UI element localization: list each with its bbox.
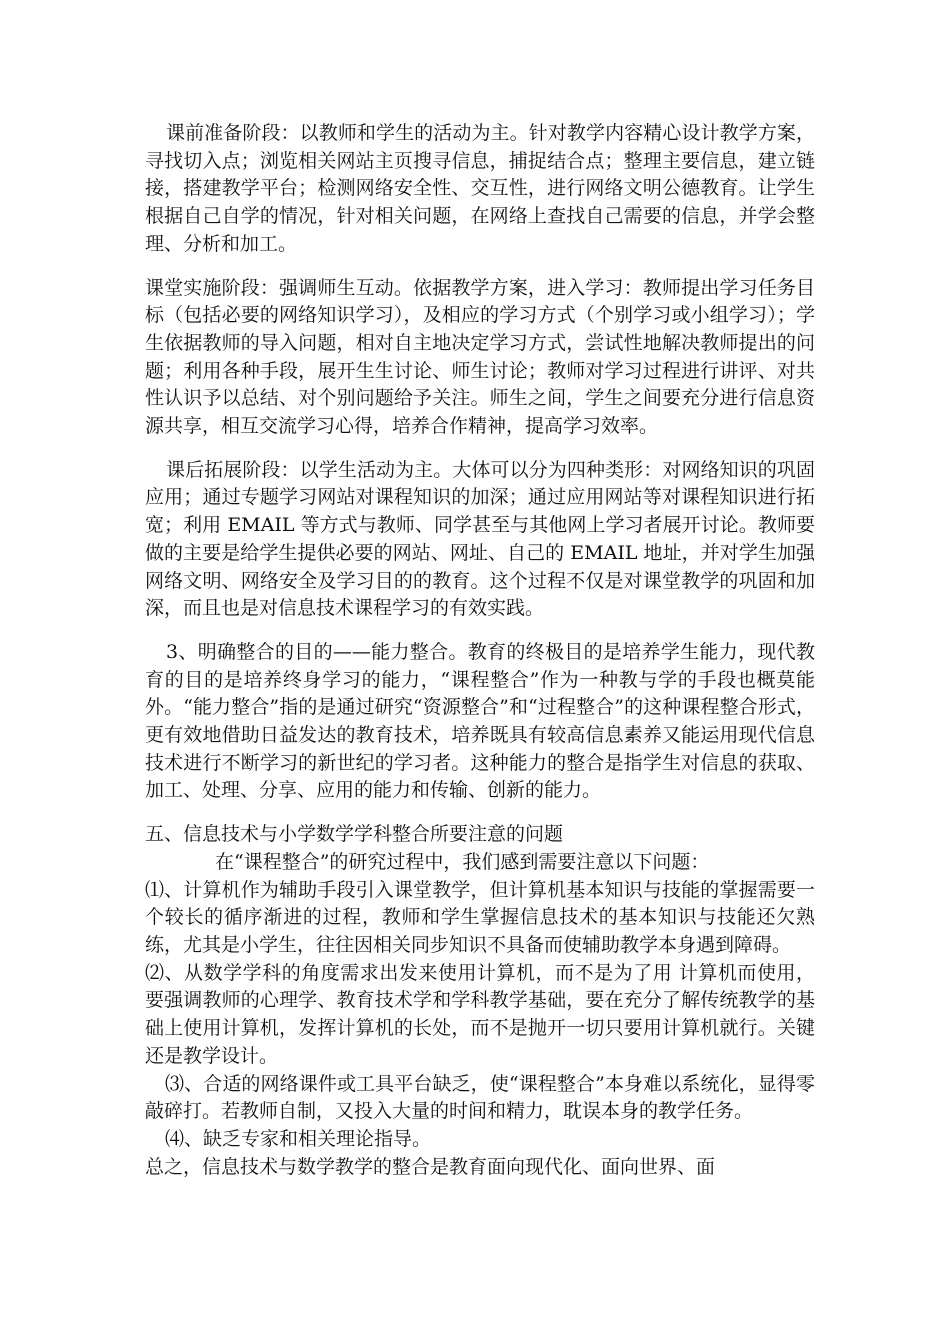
section-intro: 在“课程整合”的研究过程中，我们感到需要注意以下问题： xyxy=(215,850,710,873)
section-heading: 五、信息技术与小学数学学科整合所要注意的问题 xyxy=(145,823,564,846)
paragraph-ability-integration: 3、明确整合的目的——能力整合。教育的终极目的是培养学生能力，现代教育的目的是培养终身学习的能力，“课程整合”作为一种教与学的手段也概莫能外。“能力整合”指的是通过研究“资源整合”和“过程整合”的这种课程整合形式，更有效地借助日益发达的教育技术，培养既具有较高信息素养又能运用现代信息技术进行不断学习的新世纪的学习者。这种能力的整合是指学生对信息的获取、加工、处理、分享、应用的能力和传输、创新的能力。 xyxy=(145,640,815,802)
conclusion-paragraph: 总之，信息技术与数学教学的整合是教育面向现代化、面向世界、面 xyxy=(145,1155,716,1178)
issue-item-1: ⑴、计算机作为辅助手段引入课堂教学，但计算机基本知识与技能的掌握需要一个较长的循序渐进的过程，教师和学生掌握信息技术的基本知识与技能还欠熟练，尤其是小学生，往往因相关同步知识不具备而使辅助教学本身遇到障碍。 xyxy=(145,878,815,956)
paragraph-in-class: 课堂实施阶段：强调师生互动。依据教学方案，进入学习：教师提出学习任务目标（包括必要的网络知识学习），及相应的学习方式（个别学习或小组学习）；学生依据教师的导入问题，相对自主地决定学习方式，尝试性地解决教师提出的问题；利用各种手段，展开生生讨论、师生讨论；教师对学习过程进行讲评、对共性认识予以总结、对个别问题给予关注。师生之间，学生之间要充分进行信息资源共享，相互交流学习心得，培养合作精神，提高学习效率。 xyxy=(145,276,815,438)
paragraph-pre-class: 课前准备阶段：以教师和学生的活动为主。针对教学内容精心设计教学方案，寻找切入点；浏览相关网站主页搜寻信息，捕捉结合点；整理主要信息，建立链接，搭建教学平台；检测网络安全性、交互性，进行网络文明公德教育。让学生根据自己自学的情况，针对相关问题，在网络上查找自己需要的信息，并学会整理、分析和加工。 xyxy=(145,122,815,255)
issue-item-4: ⑷、缺乏专家和相关理论指导。 xyxy=(165,1127,432,1150)
issue-item-2: ⑵、从数学学科的角度需求出发来使用计算机，而不是为了用 计算机而使用，要强调教师的心理学、教育技术学和学科教学基础，要在充分了解传统教学的基础上使用计算机，发挥计算机的长处，而不是抛开一切只要用计算机就行。关键还是教学设计。 xyxy=(145,961,815,1067)
paragraph-after-class: 课后拓展阶段：以学生活动为主。大体可以分为四种类形：对网络知识的巩固应用；通过专题学习网站对课程知识的加深；通过应用网站等对课程知识进行拓宽；利用 EMAIL 等方式与教师、同学甚至与其他网上学习者展开讨论。教师要做的主要是给学生提供必要的网站、网址、自己的 EMAIL 地址，并对学生加强网络文明、网络安全及学习目的的教育。这个过程不仅是对课堂教学的巩固和加深，而且也是对信息技术课程学习的有效实践。 xyxy=(145,458,815,620)
issue-item-3: ⑶、合适的网络课件或工具平台缺乏，使“课程整合”本身难以系统化，显得零敲碎打。若教师自制，又投入大量的时间和精力，耽误本身的教学任务。 xyxy=(145,1072,815,1123)
document-page xyxy=(145,120,815,1181)
